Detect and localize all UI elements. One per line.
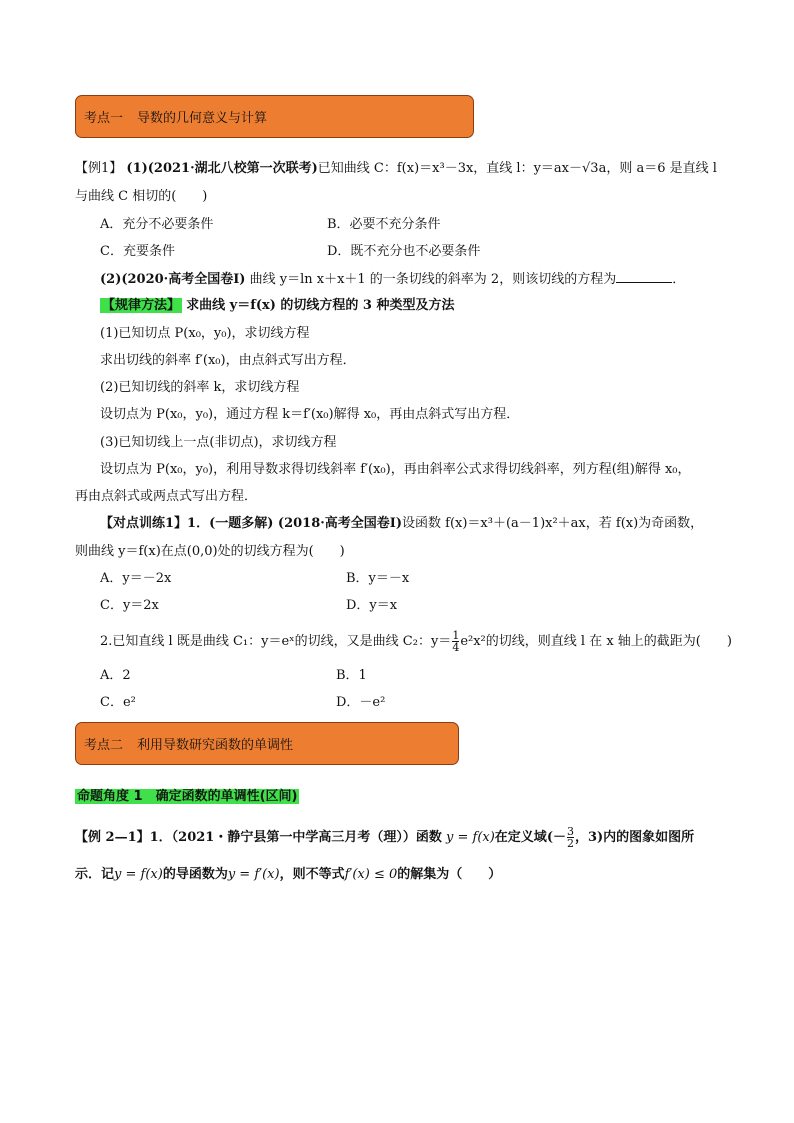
option-a: A．充分不必要条件	[100, 217, 214, 232]
method-heading	[100, 297, 455, 315]
method-line: (2)已知切线的斜率 k，求切线方程	[100, 380, 300, 395]
method-title: 求曲线 y＝f(x) 的切线方程的 3 种类型及方法	[186, 298, 455, 313]
section-label: 考点二	[84, 738, 124, 753]
angle-heading	[75, 788, 299, 806]
fraction: $\frac{3}{2}$	[566, 825, 574, 850]
practice-stem: 设函数 f(x)＝x³＋(a－1)x²＋ax，若 f(x)为奇函数，	[402, 516, 704, 531]
option-c: C．e²	[100, 695, 136, 710]
method-line: (3)已知切线上一点(非切点)，求切线方程	[100, 435, 337, 450]
answer-blank	[616, 270, 672, 283]
practice2-stem: 2.已知直线 l 既是曲线 C₁：y＝eˣ的切线，又是曲线 C₂：y＝ $\frac{1}{4}$ e²x²的切线，则直线 l 在 x 轴上的截距为( )	[100, 629, 732, 654]
section-title: 利用导数研究函数的单调性	[137, 738, 294, 753]
example2-tag: 【例 2—1】1．（2021・静宁县第一中学高三月考（理））函数	[75, 830, 442, 845]
practice1-line1	[100, 515, 703, 533]
example-source: (1)(2021·湖北八校第一次联考)	[126, 161, 318, 176]
option-b: B．1	[336, 668, 367, 683]
section-title: 导数的几何意义与计算	[137, 111, 268, 126]
example1-line2: 与曲线 C 相切的( )	[75, 189, 208, 204]
method-line: (1)已知切点 P(x₀，y₀)，求切线方程	[100, 326, 310, 341]
example1-part2: (2)(2020·高考全国卷Ⅰ) 曲线 y＝ln x＋x＋1 的一条切线的斜率为 2，则该切线的方程为 ．	[100, 272, 686, 287]
practice-tag: 【对点训练1】1．(一题多解) (2018·高考全国卷Ⅰ)	[100, 516, 403, 531]
method-line: 再由点斜式或两点式写出方程．	[75, 489, 258, 504]
option-b: B．必要不充分条件	[327, 217, 441, 232]
section-label: 考点一	[84, 111, 124, 126]
example-source-2: (2)(2020·高考全国卷Ⅰ)	[100, 272, 246, 287]
option-a: A．y＝－2x	[100, 571, 172, 586]
option-c: C．充要条件	[100, 244, 175, 259]
section-banner-2	[75, 722, 459, 765]
option-d: D．y＝x	[346, 598, 398, 613]
example-stem: 已知曲线 C：f(x)＝x³－3x，直线 l：y＝ax－√3a，则 a＝6 是直线 l	[317, 161, 717, 176]
option-a: A．2	[100, 668, 131, 683]
example2-line2: 示．记y = f(x)的导函数为y = f′(x)，则不等式f′(x) ≤ 0的解集为（ ）	[75, 867, 502, 882]
angle-tag: 命题角度 1 确定函数的单调性(区间)	[77, 789, 298, 804]
section-banner-1	[75, 95, 474, 138]
method-tag: 【规律方法】	[102, 298, 181, 313]
example1-line1	[75, 160, 717, 178]
practice1-line2: 则曲线 y＝f(x)在点(0,0)处的切线方程为( )	[75, 544, 345, 559]
fraction: $\frac{1}{4}$	[452, 629, 460, 654]
option-d: D．既不充分也不必要条件	[327, 244, 481, 259]
option-d: D．－e²	[336, 695, 386, 710]
example-stem-2: 曲线 y＝ln x＋x＋1 的一条切线的斜率为 2，则该切线的方程为	[249, 272, 617, 287]
method-line: 设切点为 P(x₀，y₀)，利用导数求得切线斜率 f′(x₀)，再由斜率公式求得切线斜率，列方程(组)解得 x₀，	[100, 462, 691, 477]
method-line: 求出切线的斜率 f′(x₀)，由点斜式写出方程．	[100, 353, 356, 368]
method-line: 设切点为 P(x₀，y₀)，通过方程 k＝f′(x₀)解得 x₀，再由点斜式写出方程．	[100, 407, 520, 422]
option-b: B．y＝－x	[346, 571, 410, 586]
example-tag: 【例1】	[75, 161, 123, 176]
option-c: C．y＝2x	[100, 598, 159, 613]
example2-line1: 【例 2—1】1．（2021・静宁县第一中学高三月考（理））函数 y = f(x)在定义域(－ $\frac{3}{2}$ ，3)内的图象如图所	[75, 825, 695, 850]
